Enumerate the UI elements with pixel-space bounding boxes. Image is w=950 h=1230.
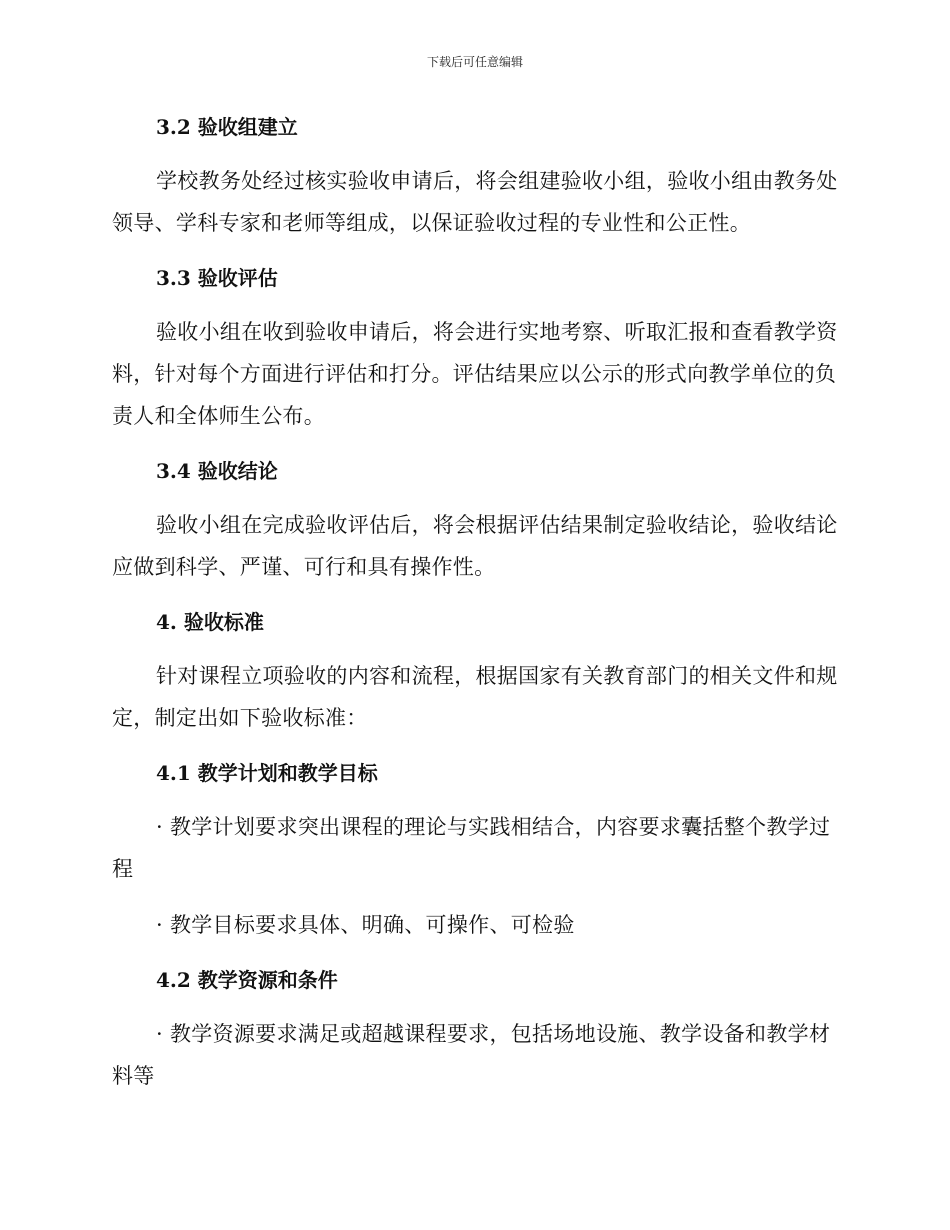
page-header: 下载后可任意编辑 <box>426 55 523 69</box>
section-heading-4: 4. 验收标准 <box>156 610 264 634</box>
section-heading-4-2: 4.2 教学资源和条件 <box>156 968 338 992</box>
paragraph-acceptance-conclusion: 验收小组在完成验收评估后，将会根据评估结果制定验收结论，验收结论应做到科学、严谨、可行和具有操作性。 <box>112 513 838 579</box>
section-heading-3-4: 3.4 验收结论 <box>156 459 278 483</box>
section-heading-4-1: 4.1 教学计划和教学目标 <box>156 761 378 785</box>
paragraph-acceptance-team: 学校教务处经过核实验收申请后，将会组建验收小组，验收小组由教务处领导、学科专家和老师等组成，以保证验收过程的专业性和公正性。 <box>112 169 838 235</box>
section-heading-3-2: 3.2 验收组建立 <box>156 115 298 139</box>
paragraph-acceptance-evaluation: 验收小组在收到验收申请后，将会进行实地考察、听取汇报和查看教学资料，针对每个方面进行评估和打分。评估结果应以公示的形式向教学单位的负责人和全体师生公布。 <box>112 320 838 428</box>
paragraph-acceptance-standards: 针对课程立项验收的内容和流程，根据国家有关教育部门的相关文件和规定，制定出如下验收标准： <box>112 664 838 730</box>
bullet-teaching-plan: · 教学计划要求突出课程的理论与实践相结合，内容要求囊括整个教学过程 <box>112 815 831 881</box>
bullet-teaching-goals: · 教学目标要求具体、明确、可操作、可检验 <box>156 913 575 937</box>
document-body <box>112 110 838 1097</box>
section-heading-3-3: 3.3 验收评估 <box>156 266 278 290</box>
bullet-teaching-resources: · 教学资源要求满足或超越课程要求，包括场地设施、教学设备和教学材料等 <box>112 1022 831 1088</box>
